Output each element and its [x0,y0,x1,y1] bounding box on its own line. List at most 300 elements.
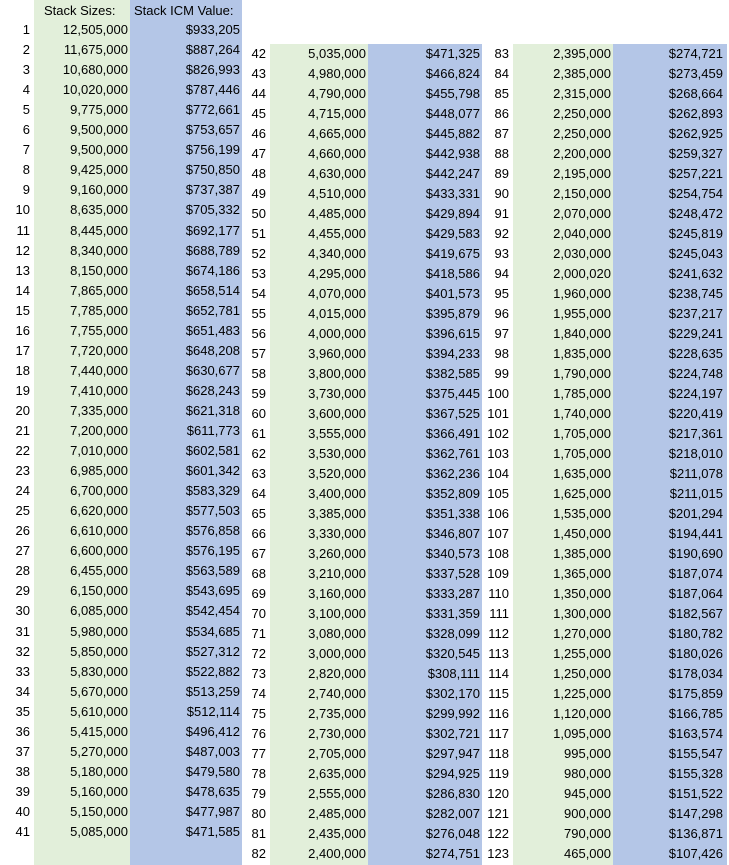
row-number: 33 [15,663,30,679]
icm-value-cell: $576,858 [185,523,240,539]
row-number: 23 [15,463,30,479]
icm-value-cell: $224,748 [668,366,723,381]
row-number: 83 [494,46,509,61]
stack-size-cell: 3,080,000 [308,626,366,641]
row-number: 103 [487,446,509,461]
row-number: 96 [494,306,509,321]
icm-value-cell: $478,635 [185,783,240,799]
stack-size-cell: 7,410,000 [70,382,128,398]
icm-value-cell: $362,236 [425,466,480,481]
row-number: 95 [494,286,509,301]
stack-size-cell: 5,670,000 [70,683,128,699]
icm-value-cell: $262,925 [668,126,723,141]
stack-size-cell: 5,085,000 [70,824,128,839]
stack-size-cell: 3,730,000 [308,386,366,401]
row-number: 6 [22,122,30,138]
row-number: 67 [251,546,266,561]
stack-size-cell: 2,030,000 [553,246,611,261]
row-number: 64 [251,486,266,501]
icm-value-cell: $328,099 [425,626,480,641]
stack-size-cell: 2,385,000 [553,66,611,81]
header-stack-sizes: Stack Sizes: [44,3,116,18]
icm-value-cell: $237,217 [668,306,723,321]
row-number: 78 [251,766,266,781]
row-number: 76 [251,726,266,741]
row-number: 19 [15,382,30,398]
stack-size-cell: 2,400,000 [308,846,366,861]
stack-size-cell: 9,500,000 [70,122,128,138]
row-number: 51 [251,226,266,241]
stack-size-cell: 1,450,000 [553,526,611,541]
stack-size-cell: 7,755,000 [70,322,128,338]
icm-value-cell: $477,987 [185,803,240,819]
icm-value-cell: $201,294 [668,506,723,521]
row-number: 59 [251,386,266,401]
row-number: 9 [22,182,30,198]
stack-size-cell: 5,830,000 [70,663,128,679]
row-number: 63 [251,466,266,481]
row-number: 97 [494,326,509,341]
stack-size-cell: 3,520,000 [308,466,366,481]
stack-size-cell: 9,160,000 [70,182,128,198]
row-number: 61 [251,426,266,441]
row-number: 108 [487,546,509,561]
stack-size-cell: 1,255,000 [553,646,611,661]
stack-size-cell: 995,000 [564,746,611,761]
row-number: 119 [488,766,509,781]
stack-size-cell: 2,485,000 [308,806,366,821]
icm-value-cell: $496,412 [185,723,240,739]
row-number: 32 [15,643,30,659]
row-number: 71 [251,626,266,641]
stack-size-cell: 4,715,000 [308,106,366,121]
icm-value-cell: $429,583 [425,226,480,241]
icm-value-cell: $933,205 [185,22,240,37]
icm-value-cell: $737,387 [185,182,240,198]
icm-value-cell: $621,318 [185,402,240,418]
icm-value-cell: $136,871 [668,826,723,841]
row-number: 88 [494,146,509,161]
stack-size-cell: 6,600,000 [70,543,128,559]
row-number: 15 [15,302,30,318]
icm-value-cell: $382,585 [425,366,480,381]
icm-value-cell: $228,635 [668,346,723,361]
row-number: 72 [251,646,266,661]
row-number: 5 [22,102,30,118]
stack-size-cell: 1,535,000 [553,506,611,521]
row-number: 28 [15,563,30,579]
icm-value-cell: $658,514 [185,282,240,298]
row-number: 47 [251,146,266,161]
icm-value-cell: $217,361 [668,426,723,441]
row-number: 79 [251,786,266,801]
row-number: 105 [487,486,509,501]
stack-size-cell: 1,635,000 [553,466,611,481]
row-number: 81 [251,826,266,841]
icm-value-cell: $692,177 [185,222,240,238]
stack-size-cell: 465,000 [564,846,611,861]
stack-size-cell: 1,705,000 [553,426,611,441]
icm-value-cell: $180,782 [668,626,723,641]
stack-size-cell: 1,250,000 [553,666,611,681]
icm-value-cell: $299,992 [425,706,480,721]
stack-size-cell: 2,395,000 [553,46,611,61]
row-number: 120 [487,786,509,801]
icm-value-cell: $320,545 [425,646,480,661]
row-number: 86 [494,106,509,121]
icm-value-cell: $401,573 [425,286,480,301]
stack-size-cell: 5,180,000 [70,763,128,779]
stack-size-cell: 1,300,000 [553,606,611,621]
stack-size-cell: 1,365,000 [553,566,611,581]
row-number: 52 [251,246,266,261]
stack-size-cell: 3,555,000 [308,426,366,441]
stack-size-cell: 1,785,000 [553,386,611,401]
row-number: 65 [251,506,266,521]
stack-size-cell: 4,455,000 [308,226,366,241]
row-number: 41 [15,824,30,839]
icm-value-cell: $276,048 [425,826,480,841]
icm-value-cell: $187,064 [668,586,723,601]
icm-value-cell: $651,483 [185,322,240,338]
stack-size-cell: 1,225,000 [553,686,611,701]
icm-value-cell: $787,446 [185,82,240,98]
stack-size-cell: 7,335,000 [70,402,128,418]
row-number: 30 [15,603,30,619]
row-number: 3 [22,62,30,78]
icm-value-cell: $180,026 [668,646,723,661]
icm-value-cell: $602,581 [185,443,240,459]
stack-size-cell: 4,295,000 [308,266,366,281]
stack-size-cell: 8,340,000 [70,242,128,258]
row-number: 38 [15,763,30,779]
row-number: 26 [15,523,30,539]
stack-size-cell: 7,200,000 [70,423,128,438]
stack-size-cell: 2,735,000 [308,706,366,721]
icm-value-cell: $268,664 [668,86,723,101]
stack-size-cell: 2,250,000 [553,106,611,121]
icm-value-cell: $583,329 [185,483,240,499]
icm-value-cell: $367,525 [425,406,480,421]
stack-size-cell: 1,960,000 [553,286,611,301]
stack-size-cell: 3,100,000 [308,606,366,621]
row-number: 112 [488,626,509,641]
icm-value-cell: $479,580 [185,763,240,779]
stack-size-cell: 3,210,000 [308,566,366,581]
icm-value-cell: $674,186 [185,262,240,278]
row-number: 77 [251,746,266,761]
icm-value-cell: $750,850 [185,162,240,178]
icm-value-cell: $652,781 [185,302,240,318]
icm-value-cell: $362,761 [425,446,480,461]
stack-size-cell: 2,070,000 [553,206,611,221]
icm-value-cell: $187,074 [668,566,723,581]
row-number: 56 [251,326,266,341]
stack-size-cell: 1,095,000 [553,726,611,741]
stack-size-cell: 4,340,000 [308,246,366,261]
icm-value-cell: $522,882 [185,663,240,679]
stack-size-cell: 2,740,000 [308,686,366,701]
icm-value-cell: $753,657 [185,122,240,138]
stack-size-cell: 1,790,000 [553,366,611,381]
row-number: 114 [488,666,509,681]
stack-size-cell: 4,665,000 [308,126,366,141]
stack-size-cell: 1,835,000 [553,346,611,361]
stack-size-cell: 5,160,000 [70,783,128,799]
stack-size-cell: 5,610,000 [70,703,128,719]
stack-size-cell: 7,785,000 [70,302,128,318]
row-number: 110 [488,586,509,601]
row-number: 8 [22,162,30,178]
row-number: 75 [251,706,266,721]
row-number: 18 [15,362,30,378]
row-number: 102 [487,426,509,441]
icm-value-cell: $107,426 [668,846,723,861]
icm-value-cell: $563,589 [185,563,240,579]
stack-size-cell: 2,820,000 [308,666,366,681]
icm-value-cell: $487,003 [185,743,240,759]
icm-value-cell: $282,007 [425,806,480,821]
row-number: 10 [15,202,30,218]
row-number: 22 [15,443,30,459]
stack-size-cell: 2,000,020 [553,266,611,281]
row-number: 54 [251,286,266,301]
icm-value-cell: $375,445 [425,386,480,401]
stack-size-cell: 7,440,000 [70,362,128,378]
stack-size-cell: 9,500,000 [70,142,128,158]
row-number: 90 [494,186,509,201]
row-number: 123 [487,846,509,861]
icm-value-cell: $351,338 [425,506,480,521]
icm-value-cell: $648,208 [185,342,240,358]
row-number: 66 [251,526,266,541]
icm-value-cell: $229,241 [668,326,723,341]
icm-value-cell: $274,721 [668,46,723,61]
stack-size-cell: 11,675,000 [63,42,128,58]
row-number: 45 [251,106,266,121]
stack-size-cell: 9,425,000 [70,162,128,178]
icm-value-cell: $224,197 [668,386,723,401]
row-number: 36 [15,723,30,739]
icm-value-cell: $433,331 [425,186,480,201]
icm-value-cell: $576,195 [185,543,240,559]
row-number: 53 [251,266,266,281]
row-number: 29 [15,583,30,599]
icm-value-cell: $756,199 [185,142,240,158]
icm-value-cell: $429,894 [425,206,480,221]
row-number: 57 [251,346,266,361]
icm-value-cell: $887,264 [185,42,240,58]
row-number: 91 [494,206,509,221]
row-number: 116 [488,706,509,721]
row-number: 62 [251,446,266,461]
row-number: 101 [487,406,509,421]
row-number: 39 [15,783,30,799]
row-number: 85 [494,86,509,101]
stack-size-cell: 1,840,000 [553,326,611,341]
icm-value-cell: $395,879 [425,306,480,321]
stack-size-cell: 2,555,000 [308,786,366,801]
stack-size-cell: 1,270,000 [553,626,611,641]
stack-size-cell: 1,120,000 [553,706,611,721]
icm-value-cell: $418,586 [425,266,480,281]
icm-value-cell: $286,830 [425,786,480,801]
icm-value-cell: $245,043 [668,246,723,261]
row-number: 2 [22,42,30,58]
icm-value-cell: $147,298 [668,806,723,821]
icm-value-cell: $396,615 [425,326,480,341]
row-number: 58 [251,366,266,381]
icm-value-cell: $182,567 [668,606,723,621]
stack-size-cell: 2,200,000 [553,146,611,161]
stack-size-cell: 6,610,000 [70,523,128,539]
row-number: 17 [15,342,30,358]
icm-value-cell: $471,585 [185,824,240,839]
icm-value-cell: $442,938 [425,146,480,161]
icm-value-cell: $302,721 [425,726,480,741]
row-number: 11 [16,222,30,238]
icm-value-cell: $512,114 [186,703,240,719]
stack-size-cell: 3,800,000 [308,366,366,381]
stack-size-cell: 6,455,000 [70,563,128,579]
icm-value-cell: $175,859 [668,686,723,701]
icm-value-cell: $601,342 [185,463,240,479]
stack-size-cell: 2,040,000 [553,226,611,241]
stack-size-cell: 10,680,000 [62,62,128,78]
icm-value-cell: $241,632 [668,266,723,281]
icm-value-cell: $705,332 [185,202,240,218]
row-number: 89 [494,166,509,181]
stack-size-cell: 5,035,000 [308,46,366,61]
row-number: 27 [15,543,30,559]
icm-value-cell: $455,798 [425,86,480,101]
icm-value-cell: $238,745 [668,286,723,301]
stack-size-cell: 1,705,000 [553,446,611,461]
row-number: 49 [251,186,266,201]
icm-value-cell: $543,695 [185,583,240,599]
stack-size-cell: 3,530,000 [308,446,366,461]
row-number: 74 [251,686,266,701]
stack-size-cell: 9,775,000 [70,102,128,118]
stack-size-cell: 1,625,000 [553,486,611,501]
stack-size-cell: 8,150,000 [70,262,128,278]
stack-size-cell: 10,020,000 [62,82,128,98]
icm-value-cell: $297,947 [425,746,480,761]
stack-size-cell: 2,705,000 [308,746,366,761]
row-number: 87 [494,126,509,141]
row-number: 109 [487,566,509,581]
row-number: 12 [15,242,30,258]
stack-size-cell: 7,720,000 [70,342,128,358]
icm-value-cell: $611,773 [186,423,240,438]
icm-value-cell: $534,685 [185,623,240,639]
stack-size-cell: 1,350,000 [553,586,611,601]
row-number: 93 [494,246,509,261]
stack-size-cell: 1,385,000 [553,546,611,561]
icm-value-cell: $577,503 [185,503,240,519]
stack-size-cell: 6,150,000 [70,583,128,599]
row-number: 73 [251,666,266,681]
stack-size-cell: 3,160,000 [308,586,366,601]
stack-size-cell: 2,315,000 [553,86,611,101]
stack-size-cell: 6,985,000 [70,463,128,479]
row-number: 48 [251,166,266,181]
stack-size-cell: 3,600,000 [308,406,366,421]
stack-size-cell: 790,000 [564,826,611,841]
icm-value-cell: $346,807 [425,526,480,541]
stack-size-cell: 1,955,000 [553,306,611,321]
row-number: 55 [251,306,266,321]
icm-value-cell: $163,574 [668,726,723,741]
icm-value-cell: $248,472 [668,206,723,221]
row-number: 40 [15,803,30,819]
row-number: 98 [494,346,509,361]
row-number: 100 [487,386,509,401]
stack-size-cell: 6,620,000 [70,503,128,519]
stack-size-cell: 5,415,000 [70,723,128,739]
stack-size-cell: 2,195,000 [553,166,611,181]
stack-size-cell: 4,790,000 [308,86,366,101]
stack-size-cell: 4,630,000 [308,166,366,181]
icm-value-cell: $211,015 [669,486,723,501]
stack-size-cell: 7,010,000 [70,443,128,459]
icm-value-cell: $190,690 [668,546,723,561]
row-number: 113 [488,646,509,661]
row-number: 7 [22,142,30,158]
stack-size-cell: 7,865,000 [70,282,128,298]
icm-value-cell: $151,522 [668,786,723,801]
icm-value-cell: $826,993 [185,62,240,78]
row-number: 50 [251,206,266,221]
icm-value-cell: $308,111 [427,666,480,681]
row-number: 24 [15,483,30,499]
stack-size-cell: 3,385,000 [308,506,366,521]
stack-size-cell: 3,330,000 [308,526,366,541]
icm-value-cell: $155,328 [668,766,723,781]
stack-size-cell: 2,250,000 [553,126,611,141]
stack-size-cell: 5,270,000 [70,743,128,759]
icm-value-cell: $166,785 [668,706,723,721]
icm-value-cell: $513,259 [185,683,240,699]
row-number: 4 [22,82,30,98]
icm-value-cell: $337,528 [425,566,480,581]
icm-value-cell: $628,243 [185,382,240,398]
row-number: 92 [494,226,509,241]
icm-value-cell: $445,882 [425,126,480,141]
row-number: 118 [488,746,509,761]
row-number: 80 [251,806,266,821]
icm-value-cell: $419,675 [425,246,480,261]
icm-value-cell: $274,751 [425,846,480,861]
stack-size-cell: 4,485,000 [308,206,366,221]
row-number: 115 [488,686,509,701]
row-number: 14 [15,282,30,298]
stack-size-cell: 3,000,000 [308,646,366,661]
row-number: 44 [251,86,266,101]
row-number: 21 [15,423,30,438]
row-number: 104 [487,466,509,481]
stack-size-cell: 980,000 [564,766,611,781]
row-number: 106 [487,506,509,521]
icm-value-cell: $259,327 [668,146,723,161]
icm-value-cell: $218,010 [668,446,723,461]
header-stack-icm-value: Stack ICM Value: [134,3,234,18]
stack-size-cell: 5,980,000 [70,623,128,639]
icm-value-cell: $262,893 [668,106,723,121]
icm-value-cell: $331,359 [425,606,480,621]
icm-value-cell: $630,677 [185,362,240,378]
stack-size-cell: 6,085,000 [70,603,128,619]
